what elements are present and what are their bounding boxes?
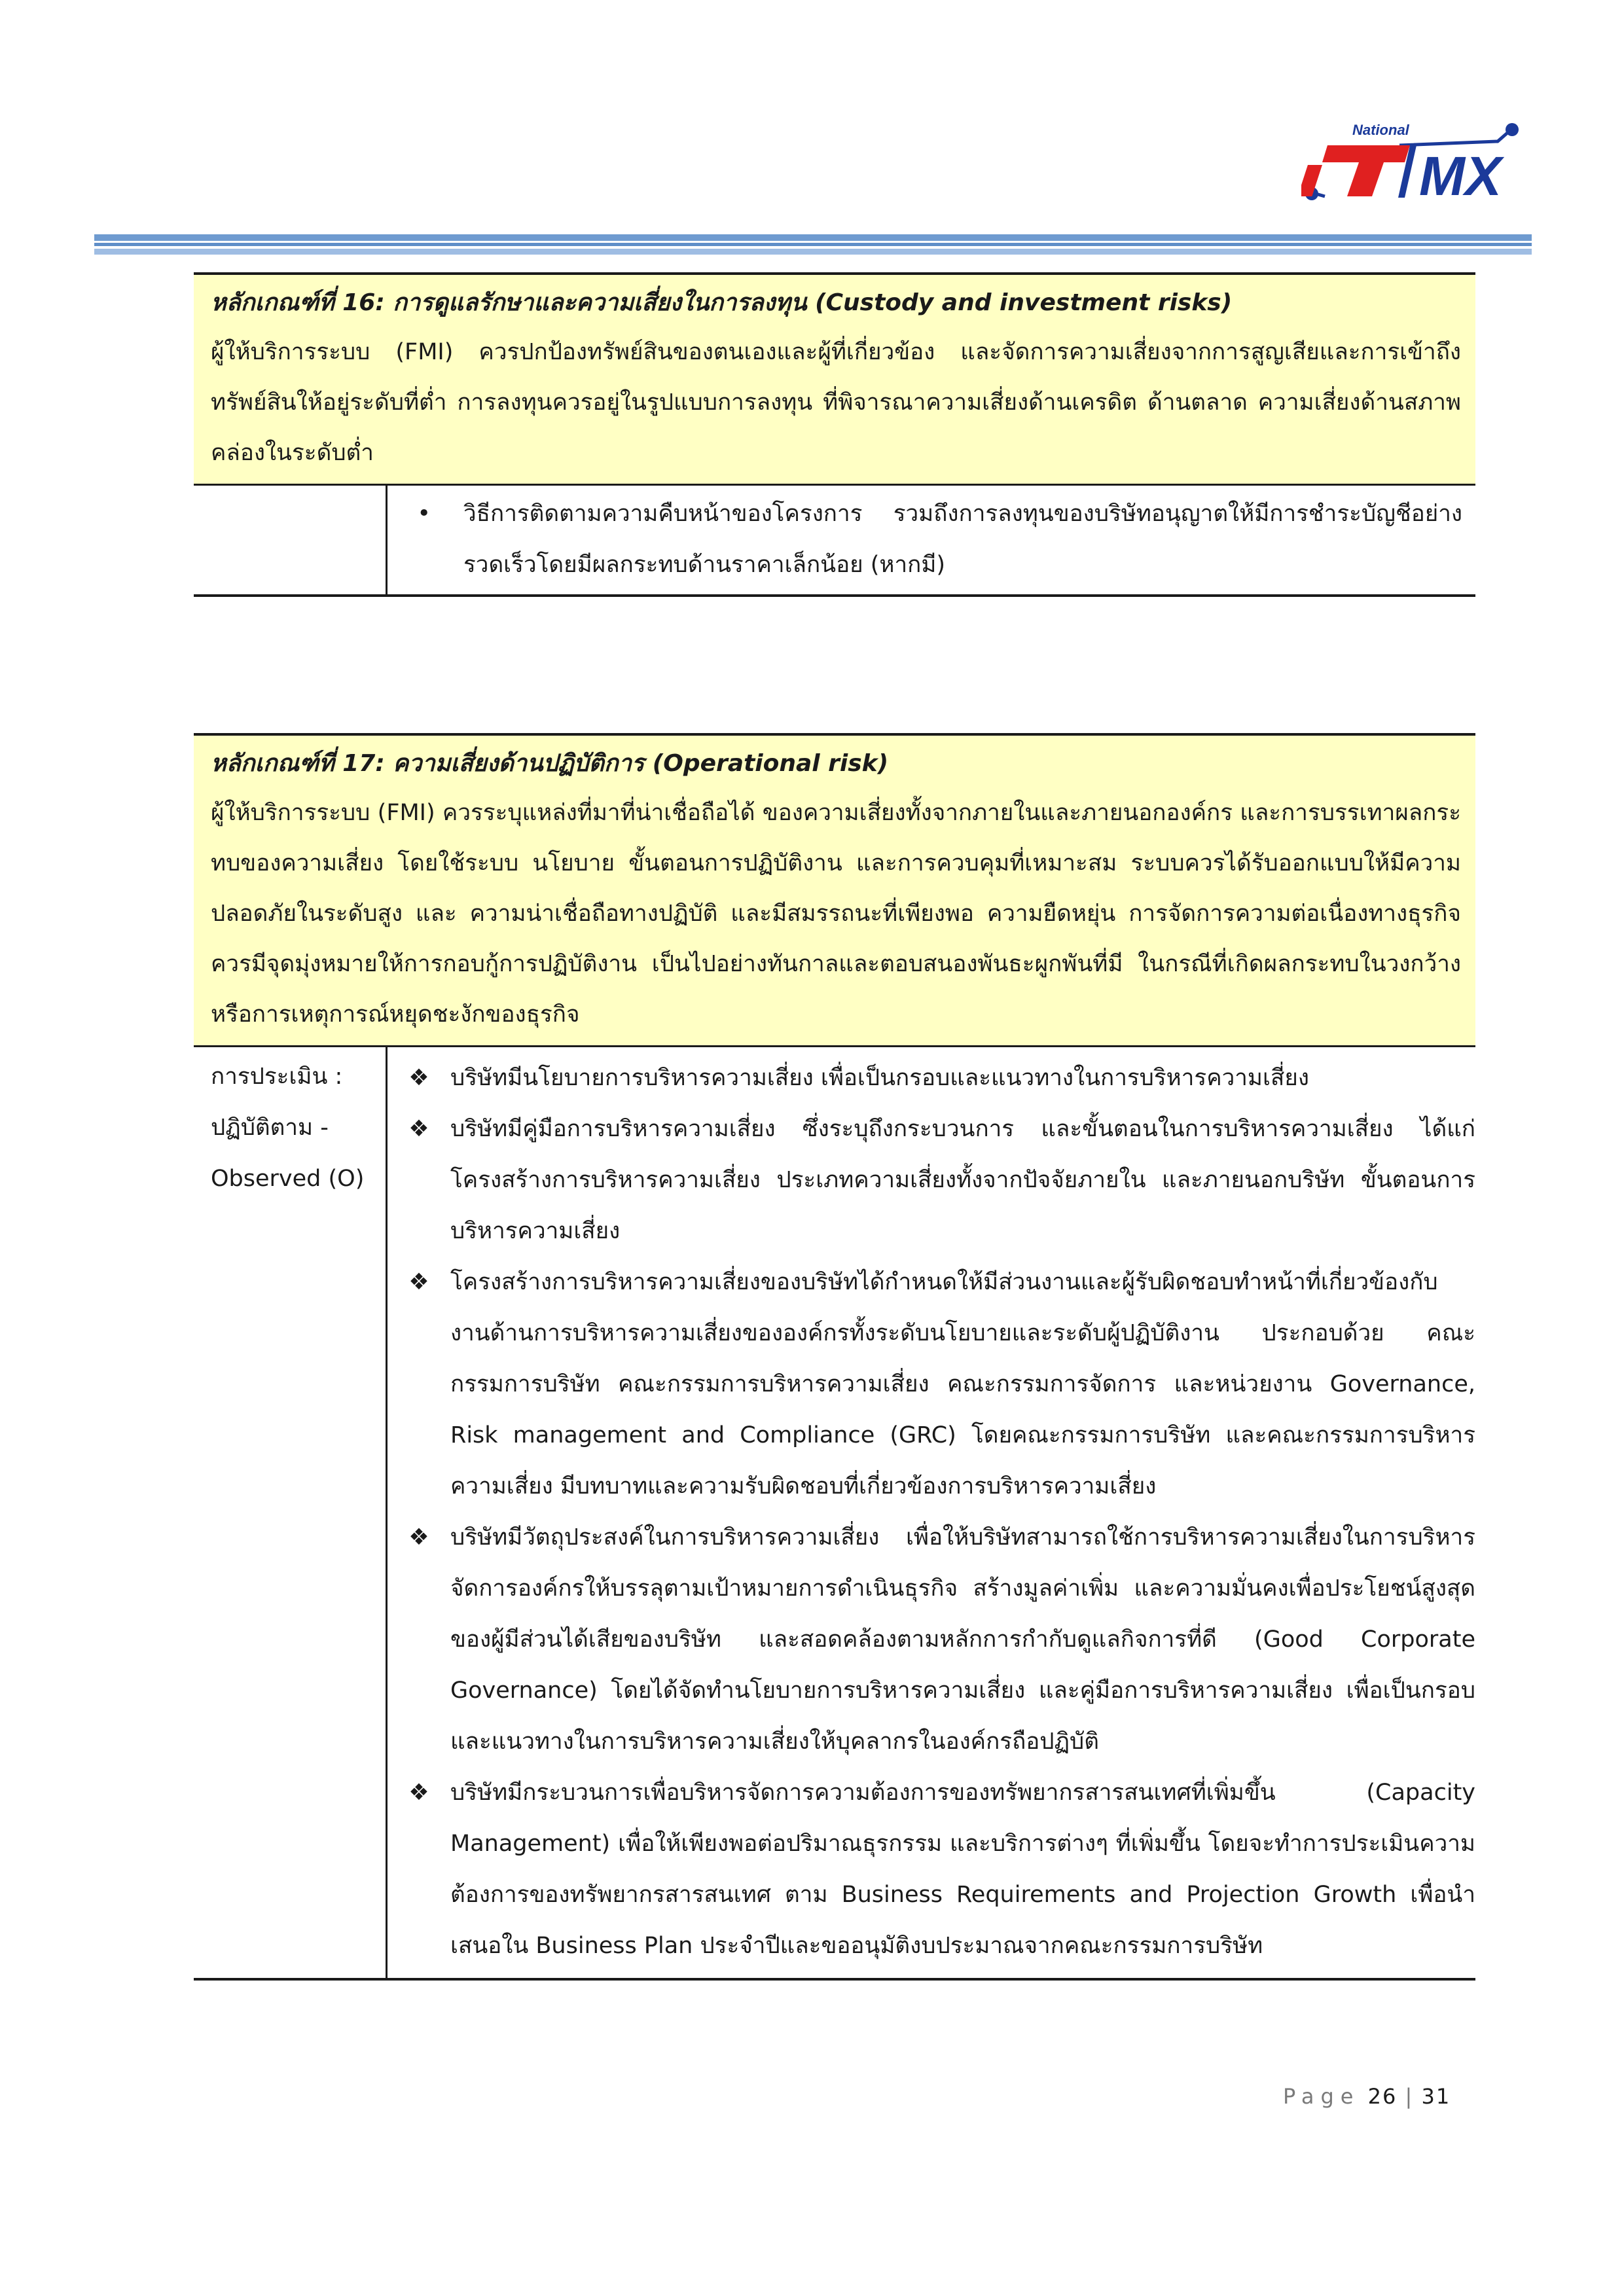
list-item [388, 1767, 1475, 1971]
criterion-17-body [194, 1047, 1475, 1981]
criterion-17-title: หลักเกณฑ์ที่ 17: ความเสี่ยงด้านปฏิบัติการ (Operational risk) [211, 750, 889, 777]
criterion-17-table [194, 733, 1475, 1981]
criterion-16-table [194, 272, 1475, 597]
page-label: Page [1283, 2084, 1360, 2109]
page-number [1283, 2084, 1451, 2109]
criterion-16-assessment-label [194, 486, 388, 594]
list-item-text: บริษัทมีคู่มือการบริหารความเสี่ยง ซึ่งระบุถึงกระบวนการ และขั้นตอนในการบริหารความเสี่ยง ได้แก่ โครงสร้างการบริหารความเสี่ยง ประเภทความเสี่ยงทั้งจากปัจจัยภายใน และภายนอกบริษัท ขั้นตอนการบริหารความเสี่ยง [450, 1116, 1475, 1244]
header-rule [94, 249, 1532, 255]
assessment-label-line: ปฏิบัติตาม - [211, 1115, 329, 1141]
national-itmx-logo [1301, 117, 1532, 203]
criterion-17-header [194, 733, 1475, 1047]
list-item-text: วิธีการติดตามความคืบหน้าของโครงการ รวมถึงการลงทุนของบริษัทอนุญาตให้มีการชำระบัญชีอย่างรวดเร็วโดยมีผลกระทบด้านราคาเล็กน้อย (หากมี) [463, 501, 1462, 578]
list-item [388, 1257, 1475, 1512]
list-item [388, 488, 1475, 590]
diamond-bullet-icon: ❖ [408, 1065, 429, 1091]
criterion-16-header [194, 272, 1475, 486]
diamond-bullet-icon: ❖ [408, 1269, 429, 1295]
list-item [388, 1512, 1475, 1767]
criterion-16-title: หลักเกณฑ์ที่ 16: การดูแลรักษาและความเสี่ยงในการลงทุน (Custody and investment risks) [211, 289, 1233, 316]
list-item [388, 1052, 1475, 1103]
criterion-16-description: ผู้ให้บริการระบบ (FMI) ควรปกป้องทรัพย์สินของตนเองและผู้ที่เกี่ยวข้อง และจัดการความเสี่ยงจากการสูญเสียและการเข้าถึงทรัพย์สินให้อยู่ระดับที่ต่ำ การลงทุนควรอยู่ในรูปแบบการลงทุน ที่พิจารณาความเสี่ยงด้านเครดิต ด้านตลาด ความเสี่ยงด้านสภาพคล่องในระดับต่ำ [211, 339, 1461, 466]
list-item-text: บริษัทมีวัตถุประสงค์ในการบริหารความเสี่ยง เพื่อให้บริษัทสามารถใช้การบริหารความเสี่ยงในการบริหารจัดการองค์กรให้บรรลุตามเป้าหมายการดำเนินธุรกิจ สร้างมูลค่าเพิ่ม และความมั่นคงเพื่อประโยชน์สูงสุดของผู้มีส่วนได้เสียของบริษัท และสอดคล้องตามหลักการกำกับดูแลกิจการที่ดี (Good Corporate Governance) โดยได้จัดทำนโยบายการบริหารความเสี่ยง และคู่มือการบริหารความเสี่ยง เพื่อเป็นกรอบและแนวทางในการบริหารความเสี่ยงให้บุคลากรในองค์กรถือปฏิบัติ [450, 1524, 1475, 1755]
criterion-16-content [388, 486, 1475, 594]
criterion-17-description: ผู้ให้บริการระบบ (FMI) ควรระบุแหล่งที่มาที่น่าเชื่อถือได้ ของความเสี่ยงทั้งจากภายในและภายนอกองค์กร และการบรรเทาผลกระทบของความเสี่ยง โดยใช้ระบบ นโยบาย ขั้นตอนการปฏิบัติงาน และการควบคุมที่เหมาะสม ระบบควรได้รับออกแบบให้มีความปลอดภัยในระดับสูง และ ความน่าเชื่อถือทางปฏิบัติ และมีสมรรถนะที่เพียงพอ ความยืดหยุ่น การจัดการความต่อเนื่องทางธุรกิจ ควรมีจุดมุ่งหมายให้การกอบกู้การปฏิบัติงาน เป็นไปอย่างทันกาลและตอบสนองพันธะผูกพันที่มี ในกรณีที่เกิดผลกระทบในวงกว้างหรือการเหตุการณ์หยุดชะงักของธุรกิจ [211, 800, 1461, 1028]
header-rule [94, 234, 1532, 241]
criterion-17-content [388, 1047, 1475, 1978]
page-current: 26 [1367, 2084, 1398, 2109]
svg-text:MX: MX [1419, 145, 1502, 203]
list-item-text: โครงสร้างการบริหารความเสี่ยงของบริษัทได้กำหนดให้มีส่วนงานและผู้รับผิดชอบทำหน้าที่เกี่ยวข้องกับงานด้านการบริหารความเสี่ยงขององค์กรทั้งระดับนโยบายและระดับผู้ปฏิบัติงาน ประกอบด้วย คณะกรรมการบริษัท คณะกรรมการบริหารความเสี่ยง คณะกรรมการจัดการ และหน่วยงาน Governance, Risk management and Compliance (GRC) โดยคณะกรรมการบริษัท และคณะกรรมการบริหารความเสี่ยง มีบทบาทและความรับผิดชอบที่เกี่ยวข้องการบริหารความเสี่ยง [450, 1269, 1475, 1499]
diamond-bullet-icon: ❖ [408, 1780, 429, 1806]
bullet-icon: • [417, 501, 431, 527]
diamond-bullet-icon: ❖ [408, 1116, 429, 1142]
list-item-text: บริษัทมีนโยบายการบริหารความเสี่ยง เพื่อเป็นกรอบและแนวทางในการบริหารความเสี่ยง [450, 1065, 1309, 1091]
page-separator: | [1405, 2084, 1414, 2109]
page-total: 31 [1421, 2084, 1451, 2109]
criterion-16-body [194, 486, 1475, 597]
list-item [388, 1103, 1475, 1257]
assessment-label-line: การประเมิน : [211, 1064, 343, 1090]
header-rule [94, 243, 1532, 246]
list-item-text: บริษัทมีกระบวนการเพื่อบริหารจัดการความต้องการของทรัพยากรสารสนเทศที่เพิ่มขึ้น (Capacity Management) เพื่อให้เพียงพอต่อปริมาณธุรกรรม และบริการต่างๆ ที่เพิ่มขึ้น โดยจะทำการประเมินความต้องการของทรัพยากรสารสนเทศ ตาม Business Requirements and Projection Growth เพื่อนำเสนอใน Business Plan ประจำปีและขออนุมัติงบประมาณจากคณะกรรมการบริษัท [450, 1780, 1475, 1959]
assessment-status: Observed (O) [211, 1166, 365, 1192]
logo-top-text: National [1352, 122, 1409, 138]
criterion-17-assessment-label [194, 1047, 388, 1978]
diamond-bullet-icon: ❖ [408, 1524, 429, 1551]
